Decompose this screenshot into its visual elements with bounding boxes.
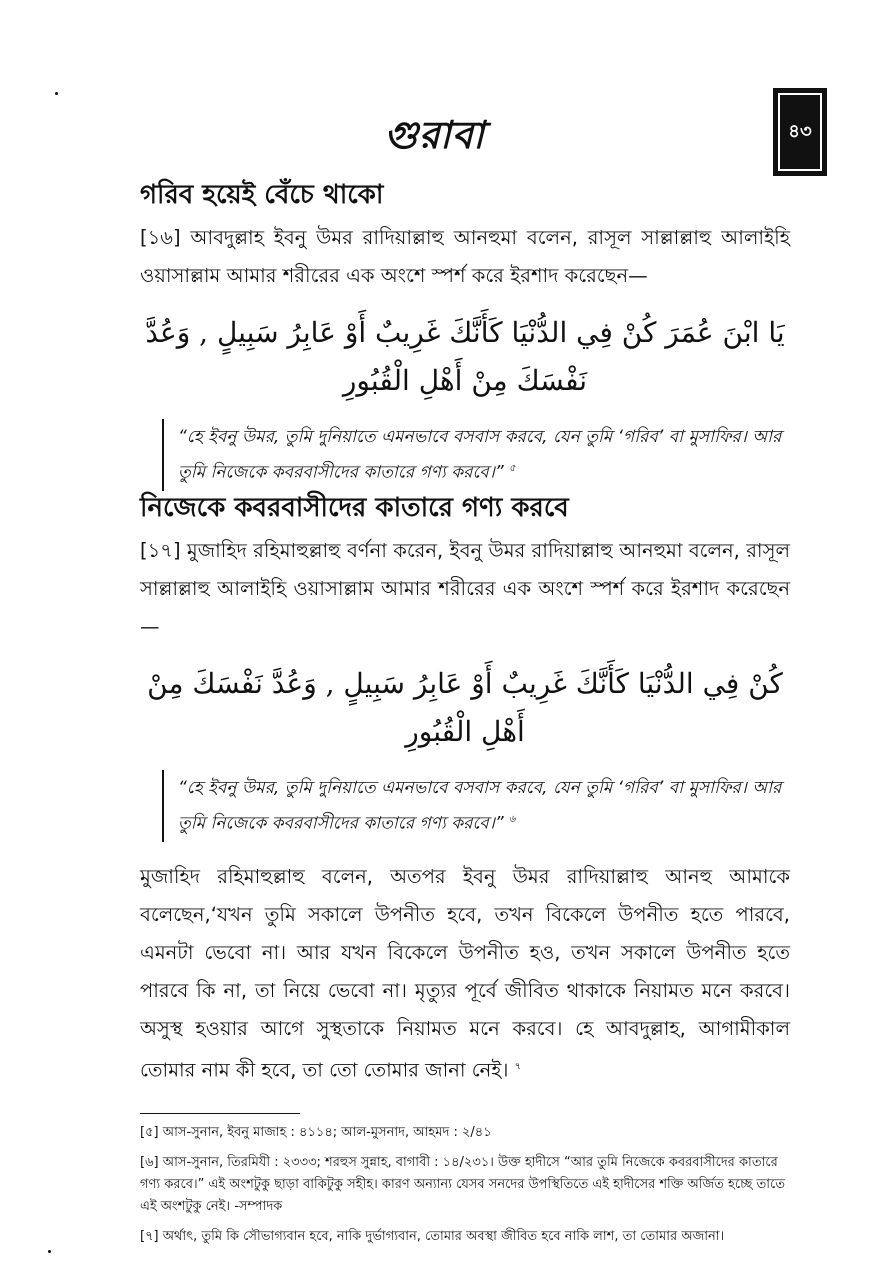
footnotes — [140, 1122, 790, 1248]
arabic-hadith-text: كُنْ فِي الدُّنْيَا كَأَنَّكَ غَرِيبٌ أَوْ عَابِرُ سَبِيلٍ , وَعُدَّ نَفْسَكَ مِنْ أَهْلِ الْقُبُورِ — [147, 666, 783, 748]
footnote-item: [৬] আস-সুনান, তিরমিযী : ২৩৩৩; শরহুস সুন্নাহ, বাগাবী : ১৪/২৩১। উক্ত হাদীসে “আর তুমি নিজেকে কবরবাসীদের কাতারে গণ্য করবে।” এই অংশটুকু ছাড়া বাকিটুকু সহীহ। কারণ অন্যান্য যেসব সনদের উপস্থিতিতে এই হাদীসের শক্তি অর্জিত হচ্ছে তাতে এই অংশটুকু নেই। -সম্পাদক — [140, 1155, 786, 1214]
section-heading: গরিব হয়েই বেঁচে থাকো — [140, 180, 384, 210]
hadith-translation — [162, 419, 790, 491]
footnote-ref: ৫ — [509, 463, 516, 475]
translation-text: “হে ইবনু উমর, তুমি দুনিয়াতে এমনভাবে বসবাস করবে, যেন তুমি ‘গরিব’ বা মুসাফির। আর তুমি নিজেকে কবরবাসীদের কাতারে গণ্য করবে।” — [178, 777, 782, 834]
translation-text: “হে ইবনু উমর, তুমি দুনিয়াতে এমনভাবে বসবাস করবে, যেন তুমি ‘গরিব’ বা মুসাফির। আর তুমি নিজেকে কবরবাসীদের কাতারে গণ্য করবে।” — [178, 427, 782, 483]
closing-paragraph-text: মুজাহিদ রহিমাহুল্লাহু বলেন, অতপর ইবনু উমর রাদিয়াল্লাহু আনহু আমাকে বলেছেন,‘যখন তুমি সকালে উপনীত হবে, তখন বিকেলে উপনীত হতে পারবে, এমনটা ভেবো না। আর যখন বিকেলে উপনীত হও, তখন সকালে উপনীত হতে পারবে কি না, তা নিয়ে ভেবো না। মৃত্যুর পূর্বে জীবিত থাকাকে নিয়ামত মনে করবে। অসুস্থ হওয়ার আগে সুস্থতাকে নিয়ামত মনে করবে। হে আবদুল্লাহ, আগামীকাল তোমার নাম কী হবে, তা তো তোমার জানা নেই। — [140, 864, 790, 1081]
main-content — [140, 178, 790, 1256]
hadith-translation — [162, 770, 790, 842]
hadith-intro: [১৭] মুজাহিদ রহিমাহুল্লাহু বর্ণনা করেন, ইবনু উমর রাদিয়াল্লাহু আনহুমা বলেন, রাসূল সাল্লাল্লাহু আলাইহি ওয়াসাল্লাম আমার শরীরের এক অংশে স্পর্শ করে ইরশাদ করেছেন— — [140, 538, 790, 638]
footnote-divider — [140, 1113, 300, 1114]
footnote-item: [৫] আস-সুনান, ইবনু মাজাহ : ৪১১৪; আল-মুসনাদ, আহমদ : ২/৪১ — [140, 1125, 492, 1140]
hadith-intro: [১৬] আবদুল্লাহ ইবনু উমর রাদিয়াল্লাহু আনহুমা বলেন, রাসূল সাল্লাল্লাহু আলাইহি ওয়াসাল্লাম আমার শরীরের এক অংশে স্পর্শ করে ইরশাদ করেছেন— — [140, 226, 790, 288]
scan-speck — [55, 92, 58, 95]
scan-speck — [48, 1250, 51, 1253]
footnote-ref: ৬ — [509, 813, 516, 825]
arabic-hadith-text: يَا ابْنَ عُمَرَ كُنْ فِي الدُّنْيَا كَأَنَّكَ غَرِيبٌ أَوْ عَابِرُ سَبِيلٍ , وَعُدَّ نَفْسَكَ مِنْ أَهْلِ الْقُبُورِ — [145, 316, 785, 398]
footnote-ref: ৭ — [514, 1060, 522, 1072]
page-number: ৪৩ — [788, 120, 812, 142]
running-title: গুরাবা — [384, 113, 485, 157]
footnote-item: [৭] অর্থাৎ, তুমি কি সৌভাগ্যবান হবে, নাকি দুর্ভাগ্যবান, তোমার অবস্থা জীবিত হবে নাকি লাশ, তা তোমার অজানা। — [140, 1229, 725, 1244]
closing-paragraph — [140, 858, 790, 1090]
section-heading: নিজেকে কবরবাসীদের কাতারে গণ্য করবে — [140, 492, 569, 523]
